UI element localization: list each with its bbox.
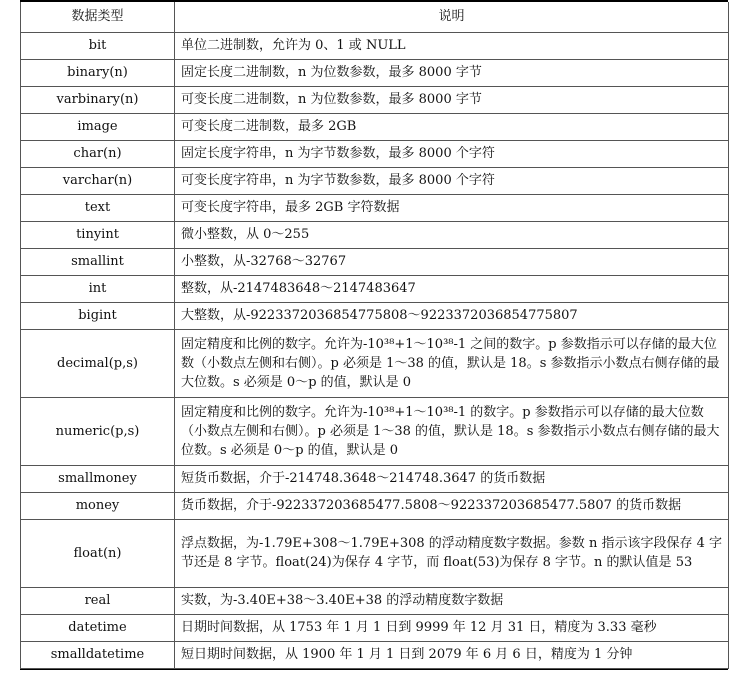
- table-row: [21, 221, 729, 248]
- data-type-cell: smallmoney: [21, 465, 175, 492]
- description-cell: 短货币数据，介于-214748.3648～214748.3647 的货币数据: [175, 465, 729, 492]
- data-type-cell: bit: [21, 32, 175, 59]
- data-type-cell: numeric(p,s): [21, 397, 175, 465]
- table-row: [21, 329, 729, 397]
- data-type-cell: int: [21, 275, 175, 302]
- data-type-cell: text: [21, 194, 175, 221]
- header-description: 说明: [175, 2, 729, 33]
- description-cell: 可变长度字符串，最多 2GB 字符数据: [175, 194, 729, 221]
- description-cell: 微小整数，从 0～255: [175, 221, 729, 248]
- header-row: [21, 2, 729, 33]
- description-cell: 货币数据，介于-922337203685477.5808～922337203685477.5807 的货币数据: [175, 492, 729, 519]
- table-row: [21, 59, 729, 86]
- table-row: [21, 248, 729, 275]
- table-row: [21, 302, 729, 329]
- table-row: [21, 641, 729, 668]
- description-cell: 可变长度字符串，n 为字节数参数，最多 8000 个字符: [175, 167, 729, 194]
- table-row: [21, 397, 729, 465]
- data-types-table: [20, 2, 729, 669]
- table-row: [21, 113, 729, 140]
- table-row: [21, 519, 729, 587]
- header-data-type: 数据类型: [21, 2, 175, 33]
- description-cell: 固定长度字符串，n 为字节数参数，最多 8000 个字符: [175, 140, 729, 167]
- data-type-cell: decimal(p,s): [21, 329, 175, 397]
- description-cell: 日期时间数据，从 1753 年 1 月 1 日到 9999 年 12 月 31 日，精度为 3.33 毫秒: [175, 614, 729, 641]
- description-cell: 固定精度和比例的数字。允许为-10³⁸+1～10³⁸-1 之间的数字。p 参数指示可以存储的最大位数（小数点左侧和右侧）。p 必须是 1～38 的值，默认是 18。s 参数指示小数点右侧存储的最大位数。s 必须是 0～p 的值，默认是 0: [175, 329, 729, 397]
- description-cell: 可变长度二进制数，n 为位数参数，最多 8000 字节: [175, 86, 729, 113]
- description-cell: 短日期时间数据，从 1900 年 1 月 1 日到 2079 年 6 月 6 日，精度为 1 分钟: [175, 641, 729, 668]
- description-cell: 实数，为-3.40E+38～3.40E+38 的浮动精度数字数据: [175, 587, 729, 614]
- data-type-cell: real: [21, 587, 175, 614]
- description-cell: 大整数，从-9223372036854775808～9223372036854775807: [175, 302, 729, 329]
- data-type-cell: char(n): [21, 140, 175, 167]
- description-cell: 固定长度二进制数，n 为位数参数，最多 8000 字节: [175, 59, 729, 86]
- data-type-cell: float(n): [21, 519, 175, 587]
- data-type-cell: bigint: [21, 302, 175, 329]
- bottom-rule: [20, 669, 728, 671]
- data-type-cell: binary(n): [21, 59, 175, 86]
- table-row: [21, 32, 729, 59]
- data-type-cell: varchar(n): [21, 167, 175, 194]
- description-cell: 可变长度二进制数，最多 2GB: [175, 113, 729, 140]
- description-cell: 固定精度和比例的数字。允许为-10³⁸+1～10³⁸-1 的数字。p 参数指示可以存储的最大位数（小数点左侧和右侧）。p 必须是 1～38 的值，默认是 18。s 参数指示小数点右侧存储的最大位数。s 必须是 0～p 的值，默认是 0: [175, 397, 729, 465]
- description-cell: 小整数，从-32768～32767: [175, 248, 729, 275]
- data-type-cell: varbinary(n): [21, 86, 175, 113]
- data-type-cell: tinyint: [21, 221, 175, 248]
- table-row: [21, 275, 729, 302]
- table-row: [21, 194, 729, 221]
- data-types-table-container: [20, 0, 728, 670]
- table-row: [21, 167, 729, 194]
- description-cell: 单位二进制数，允许为 0、1 或 NULL: [175, 32, 729, 59]
- data-type-cell: smalldatetime: [21, 641, 175, 668]
- description-cell: 整数，从-2147483648～2147483647: [175, 275, 729, 302]
- table-row: [21, 614, 729, 641]
- data-type-cell: image: [21, 113, 175, 140]
- description-cell: 浮点数据，为-1.79E+308～1.79E+308 的浮动精度数字数据。参数 n 指示该字段保存 4 字节还是 8 字节。float(24)为保存 4 字节，而 float(53)为保存 8 字节。n 的默认值是 53: [175, 519, 729, 587]
- data-type-cell: smallint: [21, 248, 175, 275]
- data-type-cell: money: [21, 492, 175, 519]
- table-row: [21, 492, 729, 519]
- table-row: [21, 465, 729, 492]
- table-row: [21, 587, 729, 614]
- table-row: [21, 140, 729, 167]
- data-type-cell: datetime: [21, 614, 175, 641]
- table-row: [21, 86, 729, 113]
